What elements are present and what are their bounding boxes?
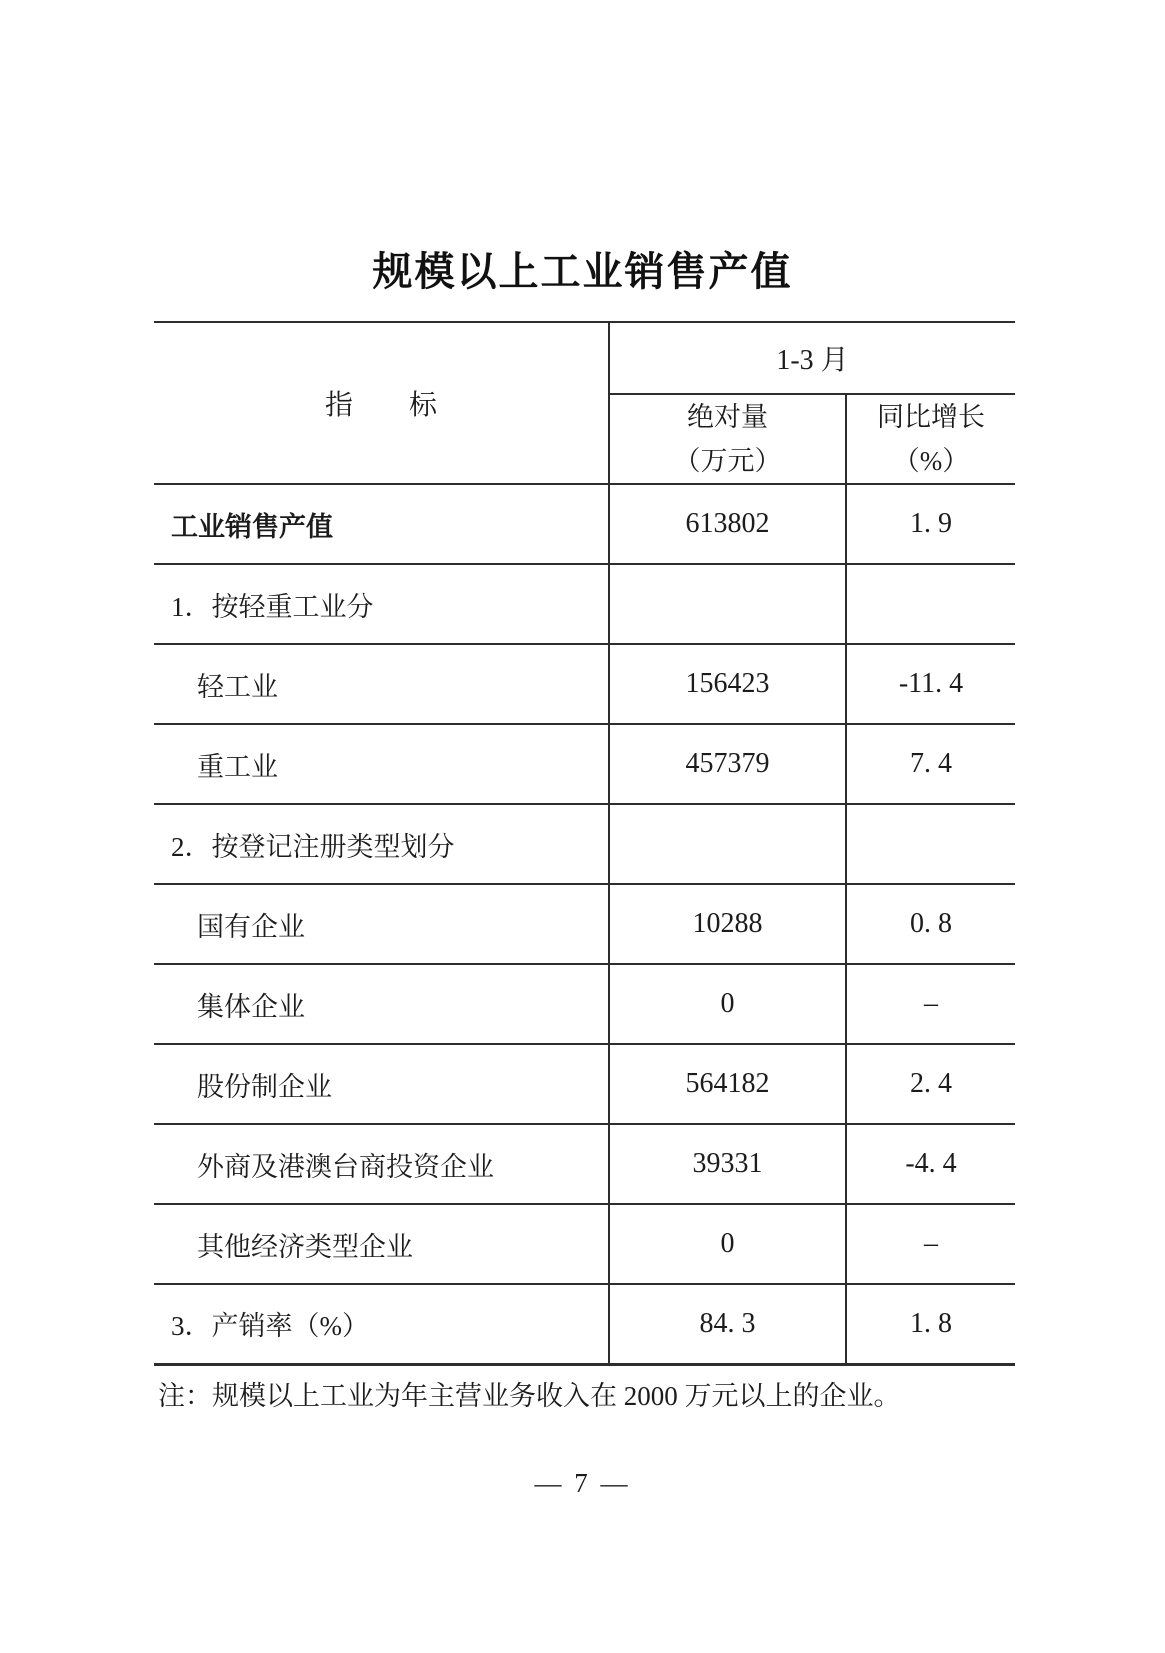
absolute-value-cell: 84. 3 (609, 1284, 846, 1364)
row-label-cell: 股份制企业 (154, 1044, 609, 1124)
row-label-cell: 国有企业 (154, 884, 609, 964)
table-row (154, 1124, 1015, 1204)
row-label-cell: 重工业 (154, 724, 609, 804)
table-header (154, 322, 1015, 484)
table-row (154, 1204, 1015, 1284)
table-row (154, 1284, 1015, 1364)
growth-value-cell (846, 564, 1015, 644)
table-row (154, 804, 1015, 884)
page-number: — 7 — (534, 1468, 631, 1498)
footnote: 注：规模以上工业为年主营业务收入在 2000 万元以上的企业。 (158, 1381, 901, 1411)
growth-header-cell (846, 394, 1015, 484)
growth-value-cell: 2. 4 (846, 1044, 1015, 1124)
absolute-value-header-label: 绝对量 (687, 402, 768, 432)
growth-header-unit: （%） (892, 446, 970, 476)
growth-value-cell: – (846, 964, 1015, 1044)
table-body (154, 484, 1015, 1364)
table-row (154, 644, 1015, 724)
industrial-sales-table (154, 321, 1015, 1366)
table-row (154, 884, 1015, 964)
absolute-value-cell: 0 (609, 1204, 846, 1284)
absolute-value-cell: 156423 (609, 644, 846, 724)
growth-value-cell: 7. 4 (846, 724, 1015, 804)
row-label-cell: 其他经济类型企业 (154, 1204, 609, 1284)
table-row (154, 484, 1015, 564)
growth-value-cell: -4. 4 (846, 1124, 1015, 1204)
absolute-value-cell (609, 804, 846, 884)
growth-value-cell: -11. 4 (846, 644, 1015, 724)
header-row-period (154, 322, 1015, 394)
absolute-value-cell: 10288 (609, 884, 846, 964)
page-title: 规模以上工业销售产值 (372, 250, 793, 294)
growth-value-cell: 1. 8 (846, 1284, 1015, 1364)
row-label-cell: 轻工业 (154, 644, 609, 724)
table-row (154, 964, 1015, 1044)
growth-header-label: 同比增长 (877, 402, 985, 432)
period-header-cell: 1-3 月 (609, 322, 1015, 394)
table-row (154, 1044, 1015, 1124)
absolute-value-cell: 0 (609, 964, 846, 1044)
row-label-cell: 工业销售产值 (154, 484, 609, 564)
growth-value-cell: – (846, 1204, 1015, 1284)
row-label-cell: 3．产销率（%） (154, 1284, 609, 1364)
absolute-value-cell: 564182 (609, 1044, 846, 1124)
row-label-cell: 1．按轻重工业分 (154, 564, 609, 644)
row-label-cell: 外商及港澳台商投资企业 (154, 1124, 609, 1204)
row-label-cell: 2．按登记注册类型划分 (154, 804, 609, 884)
absolute-value-cell (609, 564, 846, 644)
growth-value-cell (846, 804, 1015, 884)
absolute-value-header-cell (609, 394, 846, 484)
table-row (154, 724, 1015, 804)
row-label-cell: 集体企业 (154, 964, 609, 1044)
growth-value-cell: 1. 9 (846, 484, 1015, 564)
indicator-header-cell: 指 标 (154, 322, 609, 484)
absolute-value-cell: 39331 (609, 1124, 846, 1204)
growth-value-cell: 0. 8 (846, 884, 1015, 964)
table-row (154, 564, 1015, 644)
absolute-value-cell: 613802 (609, 484, 846, 564)
absolute-value-header-unit: （万元） (673, 446, 782, 476)
absolute-value-cell: 457379 (609, 724, 846, 804)
